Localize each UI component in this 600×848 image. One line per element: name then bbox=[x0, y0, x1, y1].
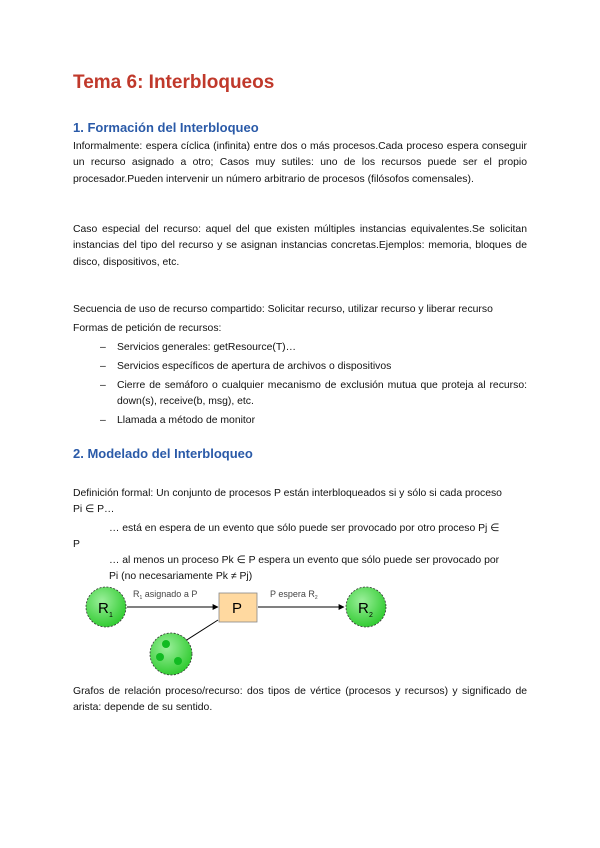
list-item-text: Cierre de semáforo o cualquier mecanismo de exclusión mutua que proteja al recurso: down(s), receive(b, msg), etc. bbox=[117, 380, 527, 407]
list-item bbox=[100, 378, 527, 410]
bullet-dash: – bbox=[100, 380, 106, 391]
list-item-text: Servicios generales: getResource(T)… bbox=[117, 342, 297, 353]
definition-line-4: P bbox=[73, 539, 80, 550]
resource-instance-dot bbox=[156, 653, 164, 661]
p-label: P bbox=[232, 600, 243, 617]
resource-instance-dot bbox=[174, 657, 182, 665]
list-item bbox=[100, 359, 527, 375]
edge-r2-label-text: P espera R bbox=[270, 589, 315, 599]
paragraph-informal: Informalmente: espera cíclica (infinita) entre dos o más procesos.Cada proceso espera conseguir un recurso asignado a otro; Casos muy sutiles: uno de los recursos puede ser el propio procesador.Pueden intervenir un número arbitrario de procesos (filósofos comensales). bbox=[73, 141, 527, 185]
list-item-text: Llamada a método de monitor bbox=[117, 415, 256, 426]
paragraph-graphs: Grafos de relación proceso/recurso: dos tipos de vértice (procesos y recursos) y significado de arista: depende de su sentido. bbox=[73, 686, 527, 714]
definition-line-2: Pi ∈ P… bbox=[73, 504, 115, 515]
paragraph-request-forms: Formas de petición de recursos: bbox=[73, 323, 222, 334]
edge-r1-label-sub: 1 bbox=[139, 595, 143, 601]
edge-r1-label bbox=[133, 589, 197, 601]
list-item bbox=[100, 413, 527, 429]
section-1-heading: 1. Formación del Interbloqueo bbox=[73, 120, 259, 135]
resource-instance-dot bbox=[162, 640, 170, 648]
bullet-dash: – bbox=[100, 415, 106, 426]
list-item bbox=[100, 340, 527, 356]
page-title: Tema 6: Interbloqueos bbox=[73, 72, 275, 93]
definition-line-6: Pi (no necesariamente Pk ≠ Pj) bbox=[109, 571, 253, 582]
edge-r2-label-sub: 2 bbox=[314, 595, 318, 601]
definition-line-3: … está en espera de un evento que sólo puede ser provocado por otro proceso Pj ∈ bbox=[109, 523, 500, 534]
request-forms-list bbox=[100, 340, 527, 432]
edge-p-to-cluster bbox=[182, 620, 218, 643]
edge-r1-label-r: R bbox=[133, 589, 140, 599]
edge-r2-label bbox=[270, 589, 318, 601]
r2-subscript: 2 bbox=[369, 612, 373, 619]
definition-line-1: Definición formal: Un conjunto de procesos P están interbloqueados si y sólo si cada proceso bbox=[73, 488, 502, 499]
r2-label: R bbox=[358, 600, 369, 617]
multi-instance-resource-node bbox=[150, 633, 192, 675]
r1-subscript: 1 bbox=[109, 612, 113, 619]
section-2-heading: 2. Modelado del Interbloqueo bbox=[73, 446, 253, 461]
paragraph-usage-sequence: Secuencia de uso de recurso compartido: Solicitar recurso, utilizar recurso y liberar recurso bbox=[73, 304, 493, 315]
edge-r1-label-text: asignado a P bbox=[142, 589, 198, 599]
definition-line-5: … al menos un proceso Pk ∈ P espera un evento que sólo puede ser provocado por bbox=[109, 555, 500, 566]
resource-allocation-graph bbox=[0, 580, 600, 680]
r1-label: R bbox=[98, 600, 109, 617]
paragraph-special-resource: Caso especial del recurso: aquel del que existen múltiples instancias equivalentes.Se solicitan instancias del tipo del recurso y se asignan instancias concretas.Ejemplos: memoria, bloques de disco, dispositivos, etc. bbox=[73, 224, 527, 268]
bullet-dash: – bbox=[100, 361, 106, 372]
list-item-text: Servicios específicos de apertura de archivos o dispositivos bbox=[117, 361, 392, 372]
bullet-dash: – bbox=[100, 342, 106, 353]
